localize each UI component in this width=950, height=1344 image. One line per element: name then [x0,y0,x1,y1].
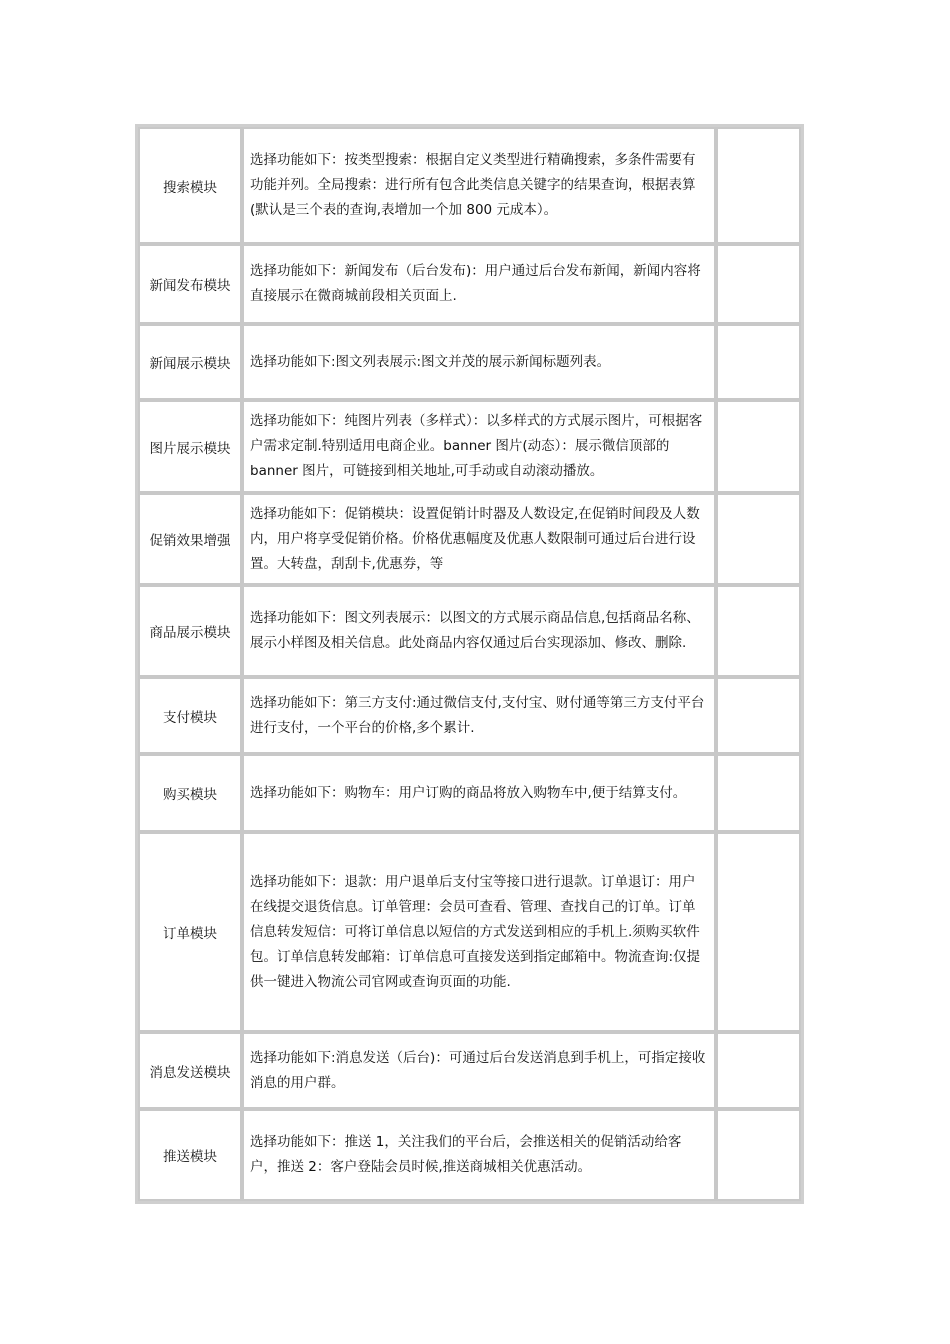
module-name: 新闻展示模块 [138,324,242,400]
module-description: 选择功能如下：新闻发布（后台发布)：用户通过后台发布新闻，新闻内容将直接展示在微商城前段相关页面上. [242,244,716,324]
module-description: 选择功能如下：图文列表展示：以图文的方式展示商品信息,包括商品名称、展示小样图及相关信息。此处商品内容仅通过后台实现添加、修改、删除. [242,585,716,677]
table-row [138,493,801,585]
module-description: 选择功能如下：纯图片列表（多样式）：以多样式的方式展示图片，可根据客户需求定制.特别适用电商企业。banner 图片(动态）：展示微信顶部的 banner 图片，可链接到相关地址,可手动或自动滚动播放。 [242,400,716,493]
module-name: 促销效果增强 [138,493,242,585]
module-name: 推送模块 [138,1109,242,1201]
table-row [138,585,801,677]
table-row [138,832,801,1032]
module-name: 图片展示模块 [138,400,242,493]
module-table-container [135,124,798,1204]
empty-cell [716,400,801,493]
empty-cell [716,754,801,832]
empty-cell [716,677,801,754]
empty-cell [716,244,801,324]
module-description: 选择功能如下：第三方支付:通过微信支付,支付宝、财付通等第三方支付平台进行支付，一个平台的价格,多个累计. [242,677,716,754]
module-table [135,124,804,1204]
module-description: 选择功能如下：退款：用户退单后支付宝等接口进行退款。订单退订：用户在线提交退货信息。订单管理：会员可查看、管理、查找自己的订单。订单信息转发短信：可将订单信息以短信的方式发送到相应的手机上.须购买软件包。订单信息转发邮箱：订单信息可直接发送到指定邮箱中。物流查询:仅提供一键进入物流公司官网或查询页面的功能. [242,832,716,1032]
empty-cell [716,493,801,585]
table-row [138,324,801,400]
empty-cell [716,1109,801,1201]
module-name: 搜索模块 [138,127,242,244]
module-name: 新闻发布模块 [138,244,242,324]
empty-cell [716,324,801,400]
module-description: 选择功能如下：购物车：用户订购的商品将放入购物车中,便于结算支付。 [242,754,716,832]
table-row [138,677,801,754]
module-description: 选择功能如下:消息发送（后台)：可通过后台发送消息到手机上，可指定接收消息的用户群。 [242,1032,716,1109]
table-row [138,1032,801,1109]
table-row [138,754,801,832]
empty-cell [716,127,801,244]
module-name: 商品展示模块 [138,585,242,677]
table-row [138,400,801,493]
module-name: 支付模块 [138,677,242,754]
module-name: 消息发送模块 [138,1032,242,1109]
module-description: 选择功能如下：按类型搜索：根据自定义类型进行精确搜索，多条件需要有功能并列。全局搜索：进行所有包含此类信息关键字的结果查询，根据表算(默认是三个表的查询,表增加一个加 800 元成本）。 [242,127,716,244]
table-row [138,244,801,324]
empty-cell [716,1032,801,1109]
module-description: 选择功能如下:图文列表展示:图文并茂的展示新闻标题列表。 [242,324,716,400]
module-description: 选择功能如下：促销模块：设置促销计时器及人数设定,在促销时间段及人数内，用户将享受促销价格。价格优惠幅度及优惠人数限制可通过后台进行设置。大转盘，刮刮卡,优惠券，等 [242,493,716,585]
module-name: 购买模块 [138,754,242,832]
table-row [138,1109,801,1201]
module-name: 订单模块 [138,832,242,1032]
empty-cell [716,585,801,677]
empty-cell [716,832,801,1032]
table-row [138,127,801,244]
module-description: 选择功能如下：推送 1，关注我们的平台后，会推送相关的促销活动给客户，推送 2：客户登陆会员时候,推送商城相关优惠活动。 [242,1109,716,1201]
